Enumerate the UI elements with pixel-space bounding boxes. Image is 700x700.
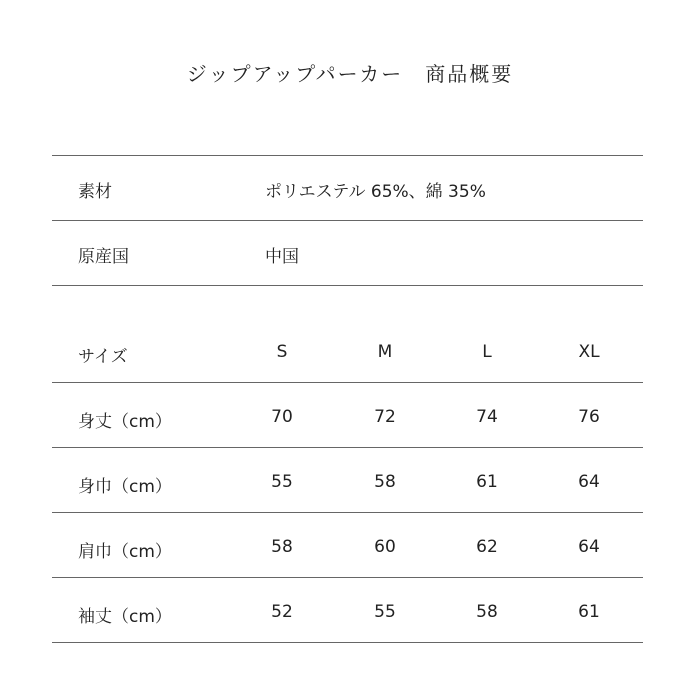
table-cell: 64	[578, 472, 600, 492]
table-cell: 52	[271, 602, 293, 622]
table-cell: 55	[374, 602, 396, 622]
spec-label-origin: 原産国	[78, 247, 129, 267]
table-cell: 61	[476, 472, 498, 492]
table-cell: 58	[374, 472, 396, 492]
table-cell: 58	[476, 602, 498, 622]
divider	[52, 642, 643, 643]
spec-label-material: 素材	[78, 182, 112, 202]
row-label-width: 身巾（cm）	[78, 477, 172, 497]
table-cell: 64	[578, 537, 600, 557]
table-cell: 76	[578, 407, 600, 427]
size-header-xl: XL	[578, 342, 600, 362]
table-cell: 61	[578, 602, 600, 622]
table-cell: 62	[476, 537, 498, 557]
divider	[52, 285, 643, 286]
size-header-label: サイズ	[78, 347, 128, 367]
table-cell: 72	[374, 407, 396, 427]
divider	[52, 155, 643, 156]
size-header-l: L	[482, 342, 492, 362]
row-label-length: 身丈（cm）	[78, 412, 172, 432]
divider	[52, 447, 643, 448]
divider	[52, 577, 643, 578]
divider	[52, 382, 643, 383]
table-cell: 70	[271, 407, 293, 427]
table-cell: 55	[271, 472, 293, 492]
divider	[52, 512, 643, 513]
size-header-s: S	[276, 342, 288, 362]
table-cell: 74	[476, 407, 498, 427]
spec-value-origin: 中国	[265, 247, 299, 267]
divider	[52, 220, 643, 221]
size-header-m: M	[377, 342, 393, 362]
spec-value-material: ポリエステル 65%、綿 35%	[265, 182, 486, 202]
row-label-shoulder: 肩巾（cm）	[78, 542, 172, 562]
page-title: ジップアップパーカー 商品概要	[186, 62, 514, 86]
table-cell: 58	[271, 537, 293, 557]
row-label-sleeve: 袖丈（cm）	[78, 607, 172, 627]
table-cell: 60	[374, 537, 396, 557]
